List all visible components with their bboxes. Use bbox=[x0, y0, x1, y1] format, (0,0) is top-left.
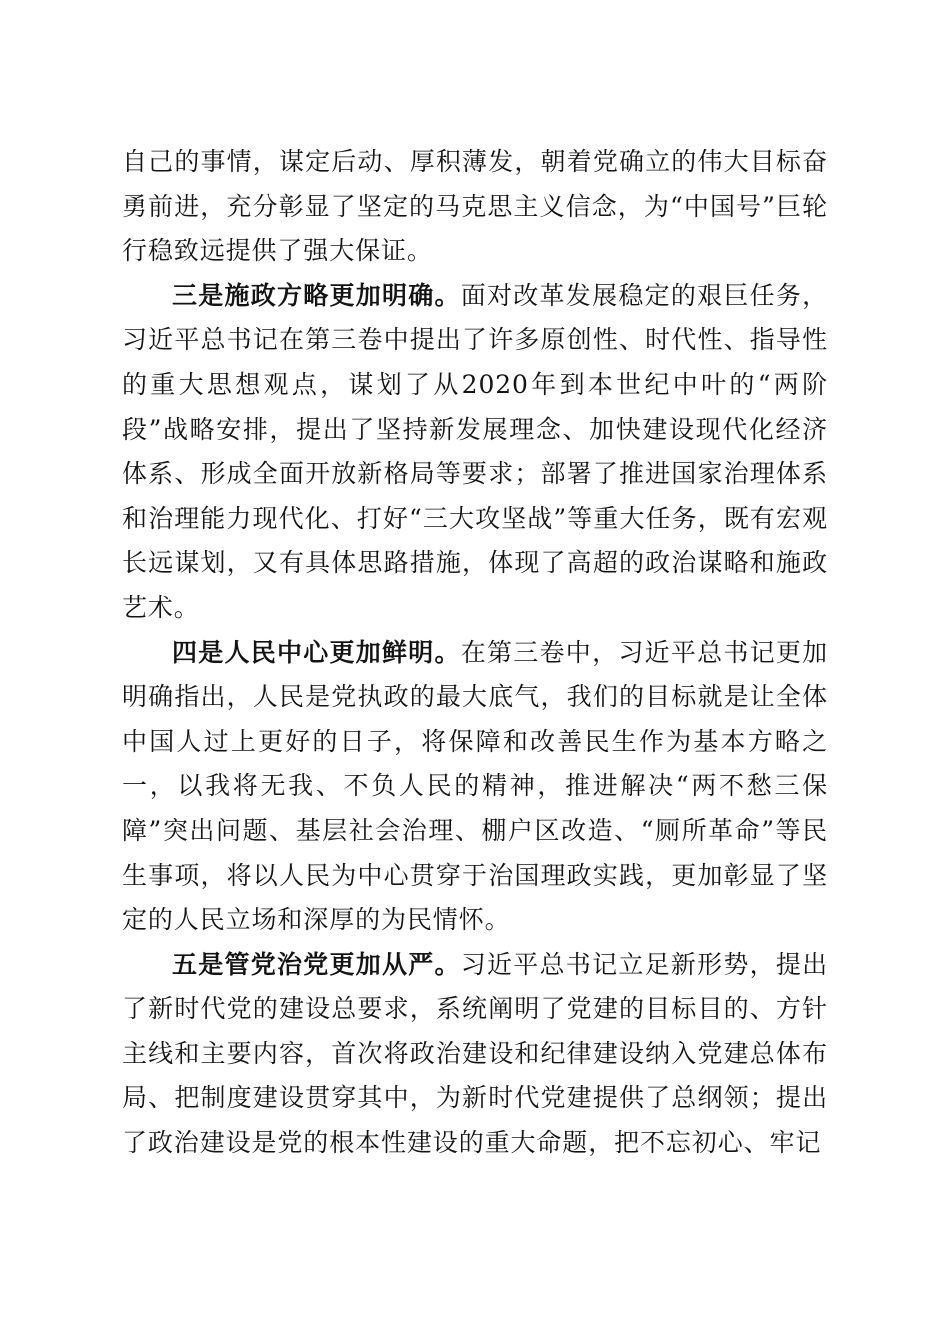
paragraph-lead-heading: 三是施政方略更加明确。 bbox=[172, 280, 461, 310]
paragraph-lead-heading: 五是管党治党更加从严。 bbox=[172, 949, 461, 979]
paragraph-policy-strategy bbox=[122, 274, 828, 631]
paragraph-text: 自己的事情，谋定后动、厚积薄发，朝着党确立的伟大目标奋勇前进，充分彰显了坚定的马克思主义信念，为“中国号”巨轮行稳致远提供了强大保证。 bbox=[122, 147, 828, 266]
paragraph-party-governance bbox=[122, 943, 828, 1166]
paragraph-text: 面对改革发展稳定的艰巨任务，习近平总书记在第三卷中提出了许多原创性、时代性、指导性的重大思想观点，谋划了从2020年到本世纪中叶的“两阶段”战略安排，提出了坚持新发展理念、加快建设现代化经济体系、形成全面开放新格局等要求；部署了推进国家治理体系和治理能力现代化、打好“三大攻坚战”等重大任务，既有宏观长远谋划，又有具体思路措施，体现了高超的政治谋略和施政艺术。 bbox=[122, 280, 828, 622]
paragraph-lead-heading: 四是人民中心更加鲜明。 bbox=[172, 637, 461, 667]
paragraph-continuation bbox=[122, 140, 828, 274]
document-body bbox=[122, 140, 828, 1166]
paragraph-text: 在第三卷中，习近平总书记更加明确指出，人民是党执政的最大底气，我们的目标就是让全体中国人过上更好的日子，将保障和改善民生作为基本方略之一，以我将无我、不负人民的精神，推进解决“两不愁三保障”突出问题、基层社会治理、棚户区改造、“厕所革命”等民生事项，将以人民为中心贯穿于治国理政实践，更加彰显了坚定的人民立场和深厚的为民情怀。 bbox=[122, 637, 828, 935]
paragraph-text: 习近平总书记立足新形势，提出了新时代党的建设总要求，系统阐明了党建的目标目的、方针主线和主要内容，首次将政治建设和纪律建设纳入党建总体布局、把制度建设贯穿其中，为新时代党建提供了总纲领；提出了政治建设是党的根本性建设的重大命题，把不忘初心、牢记 bbox=[122, 949, 828, 1158]
paragraph-people-centered bbox=[122, 631, 828, 943]
